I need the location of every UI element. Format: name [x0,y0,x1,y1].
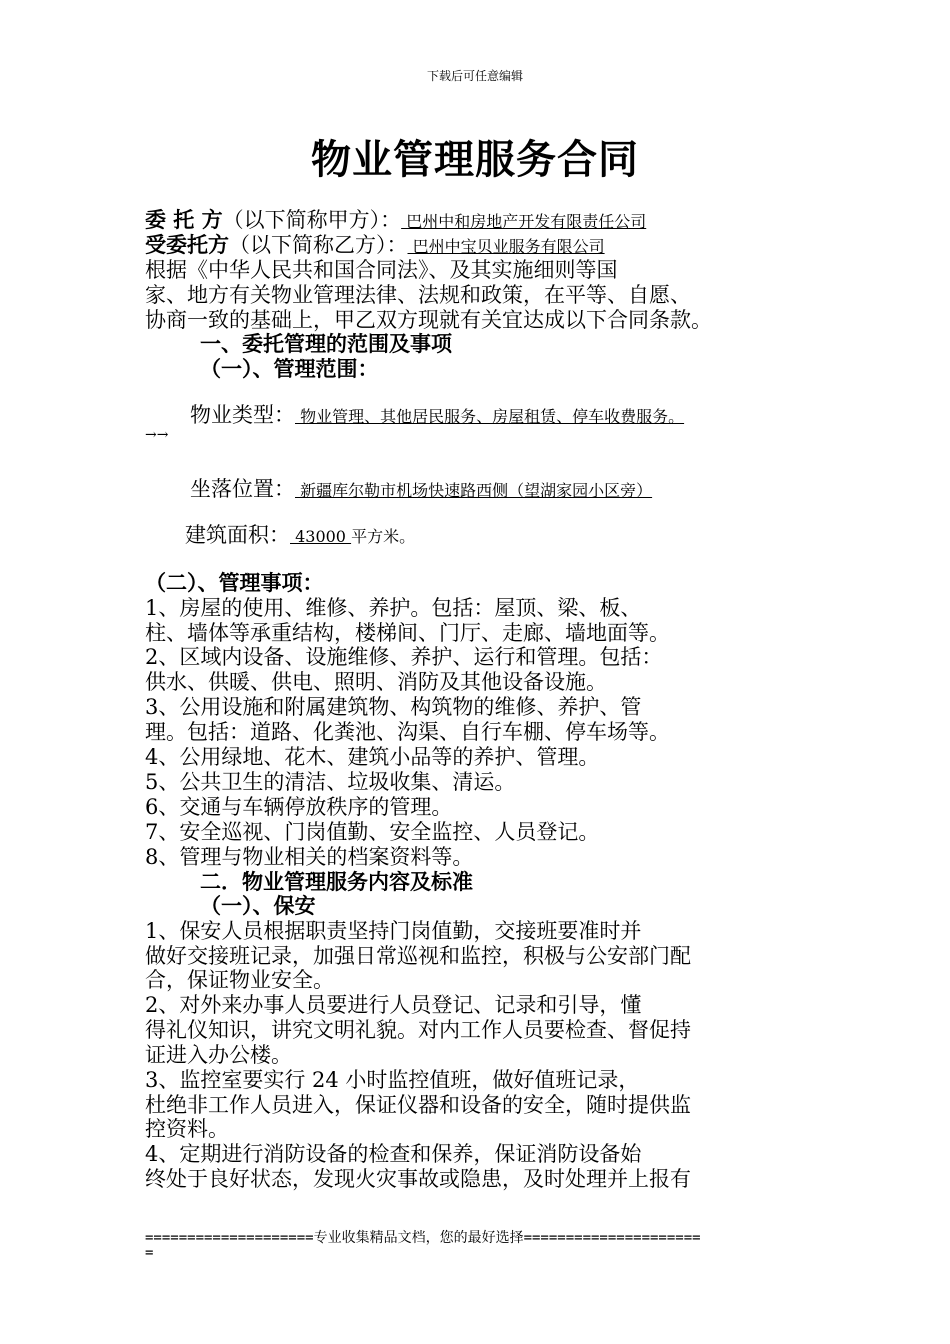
security-item-line: 证进入办公楼。 [145,1043,292,1067]
management-item-line: 2、区域内设备、设施维修、养护、运行和管理。包括： [145,645,663,669]
footer-line-continuation: = [145,1245,154,1261]
security-item-line: 做好交接班记录，加强日常巡视和监控，积极与公安部门配 [145,944,691,968]
security-item-line: 4、定期进行消防设备的检查和保养，保证消防设备始 [145,1142,642,1166]
section1-sub2: （二）、管理事项： [145,571,324,595]
section2-sub1: （一）、保安 [200,894,316,918]
property-type-line [190,399,684,429]
section1-sub1: （一）、管理范围： [200,357,379,381]
management-item-line: 7、安全巡视、门岗值勤、安全监控、人员登记。 [145,820,600,844]
header-note: 下载后可任意编辑 [426,69,523,83]
section2-heading: 二．物业管理服务内容及标准 [200,870,473,894]
management-item-line: 供水、供暖、供电、照明、消防及其他设备设施。 [145,670,607,694]
intro-line: 协商一致的基础上，甲乙双方现就有关宜达成以下合同条款。 [145,308,712,332]
area-line [185,519,415,549]
management-item-line: 3、公用设施和附属建筑物、构筑物的维修、养护、管 [145,695,642,719]
area-unit: 平方米。 [351,527,416,546]
security-item-line: 杜绝非工作人员进入，保证仪器和设备的安全，随时提供监 [145,1093,691,1117]
security-item-line: 1、保安人员根据职责坚持门岗值勤，交接班要准时并 [145,919,642,943]
management-item-line: 8、管理与物业相关的档案资料等。 [145,845,474,869]
footer-line: ====================专业收集精品文档，您的最好选择===================== [145,1230,701,1246]
security-item-line: 得礼仪知识，讲究文明礼貌。对内工作人员要检查、督促持 [145,1018,691,1042]
party-b-paren: （以下简称乙方）： [229,233,408,257]
party-a-paren: （以下简称甲方）： [222,208,402,232]
location-label: 坐落位置： [190,477,295,501]
management-item-line: 6、交通与车辆停放秩序的管理。 [145,795,453,819]
security-item-line: 2、对外来办事人员要进行人员登记、记录和引导，懂 [145,993,642,1017]
location-value: 新疆库尔勒市机场快速路西侧（望湖家园小区旁） [295,481,653,500]
party-a-label: 委 托 方 [145,208,223,232]
property-type-value: 物业管理、其他居民服务、房屋租赁、停车收费服务。 [295,407,685,426]
management-item-line: 1、房屋的使用、维修、养护。包括：屋顶、梁、板、 [145,596,642,620]
document-title: 物业管理服务合同 [311,137,639,183]
party-b-label: 受委托方 [145,233,229,257]
security-item-line: 终处于良好状态，发现火灾事故或隐患，及时处理并上报有 [145,1167,691,1191]
property-type-arrow: →→ [145,427,169,443]
security-item-line: 合，保证物业安全。 [145,968,334,992]
security-item-line: 3、监控室要实行 24 小时监控值班，做好值班记录， [145,1068,640,1092]
party-b-value: 巴州中宝贝业服务有限公司 [407,237,605,256]
management-item-line: 理。包括：道路、化粪池、沟渠、自行车棚、停车场等。 [145,720,670,744]
security-item-line: 控资料。 [145,1117,229,1141]
management-item-line: 4、公用绿地、花木、建筑小品等的养护、管理。 [145,745,600,769]
management-item-line: 柱、墙体等承重结构，楼梯间、门厅、走廊、墙地面等。 [145,621,670,645]
section1-heading: 一、委托管理的范围及事项 [200,332,452,356]
management-item-line: 5、公共卫生的清洁、垃圾收集、清运。 [145,770,516,794]
party-a-value: 巴州中和房地产开发有限责任公司 [401,212,647,231]
intro-line: 根据《中华人民共和国合同法》、及其实施细则等国 [145,258,618,282]
area-value: 43000 [290,527,352,546]
location-line [190,473,652,503]
property-type-label: 物业类型： [190,403,295,427]
area-label: 建筑面积： [185,523,290,547]
intro-line: 家、地方有关物业管理法律、法规和政策，在平等、自愿、 [145,283,691,307]
